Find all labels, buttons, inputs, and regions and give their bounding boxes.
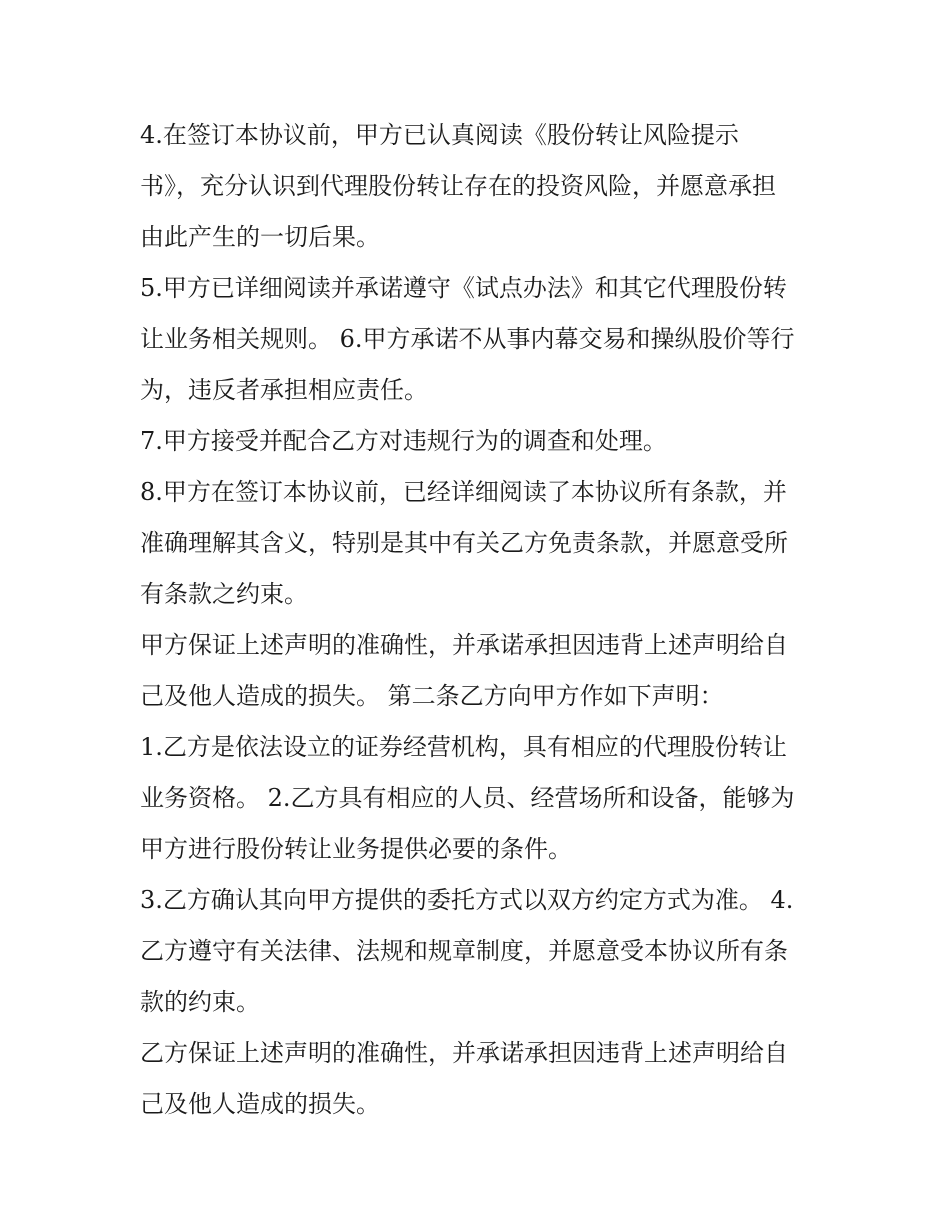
text-line: 5.甲方已详细阅读并承诺遵守《试点办法》和其它代理股份转 xyxy=(140,274,787,302)
text-line: 为，违反者承担相应责任。 xyxy=(140,376,428,404)
text-line: 乙方遵守有关法律、法规和规章制度，并愿意受本协议所有条 xyxy=(140,937,788,965)
text-line: 书》，充分认识到代理股份转让存在的投资风险，并愿意承担 xyxy=(140,172,776,200)
text-line: 甲方进行股份转让业务提供必要的条件。 xyxy=(140,835,572,863)
text-line: 乙方保证上述声明的准确性，并承诺承担因违背上述声明给自 xyxy=(140,1039,788,1067)
text-line: 准确理解其含义，特别是其中有关乙方免责条款，并愿意受所 xyxy=(140,529,788,557)
document-body xyxy=(140,110,820,1130)
text-line: 甲方保证上述声明的准确性，并承诺承担因违背上述声明给自 xyxy=(140,631,788,659)
text-line: 业务资格。 2.乙方具有相应的人员、经营场所和设备，能够为 xyxy=(140,784,795,812)
text-line: 己及他人造成的损失。 xyxy=(140,1090,380,1118)
text-line: 有条款之约束。 xyxy=(140,580,308,608)
text-line: 1.乙方是依法设立的证券经营机构，具有相应的代理股份转让 xyxy=(140,733,787,761)
text-line: 由此产生的一切后果。 xyxy=(140,223,380,251)
text-line: 己及他人造成的损失。 第二条乙方向甲方作如下声明： xyxy=(140,682,724,710)
text-line: 8.甲方在签订本协议前，已经详细阅读了本协议所有条款，并 xyxy=(140,478,787,506)
text-line: 3.乙方确认其向甲方提供的委托方式以双方约定方式为准。 4. xyxy=(140,886,794,914)
text-line: 7.甲方接受并配合乙方对违规行为的调查和处理。 xyxy=(140,427,667,455)
text-line: 4.在签订本协议前，甲方已认真阅读《股份转让风险提示 xyxy=(140,121,739,149)
text-line: 款的约束。 xyxy=(140,988,260,1016)
text-line: 让业务相关规则。 6.甲方承诺不从事内幕交易和操纵股价等行 xyxy=(140,325,795,353)
